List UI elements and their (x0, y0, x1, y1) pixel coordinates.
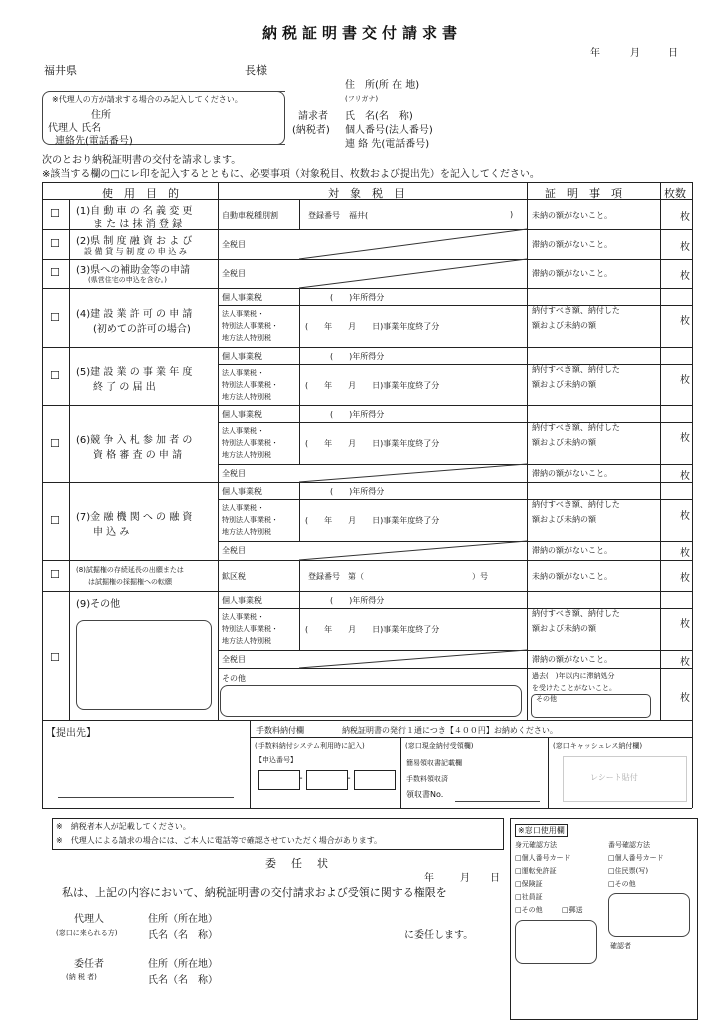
requester-furigana: (フリガナ) (345, 95, 379, 103)
cert-5a: 納付すべき額、納付した (532, 365, 620, 374)
addressee-pref: 福井県 (44, 64, 77, 77)
window-r1[interactable]: □個人番号カード (608, 854, 664, 862)
proxy-principal-name: 氏名（名 称） (148, 975, 218, 986)
count-8: 枚 (680, 573, 690, 584)
purpose-1a: (1)自 動 車 の 名 義 変 更 (76, 206, 193, 217)
count-7a: 枚 (680, 511, 690, 522)
requester-name: 氏 名(名 称) (345, 111, 413, 122)
proxy-title: 委 任 状 (265, 857, 330, 870)
checkbox-9[interactable]: ☐ (50, 651, 60, 664)
tax-fiscal-6: ( 年 月 日)事業年度終了分 (305, 439, 440, 448)
proxy-month: 月 (460, 873, 470, 884)
agent-contact-label: 連絡先(電話番号) (55, 136, 133, 147)
count-5: 枚 (680, 375, 690, 386)
header-count: 枚数 (664, 187, 686, 200)
proxy-agent-name: 氏名（名 称） (148, 930, 218, 941)
purpose-3b: (県営住宅の申込を含む。) (88, 276, 167, 284)
tax-corp1-7: 法人事業税・ (222, 504, 264, 512)
cert-9a: 納付すべき額、納付した (532, 609, 620, 618)
purpose-3a: (3)県への補助金等の申請 (76, 265, 191, 276)
tax-all-6: 全税目 (222, 469, 246, 478)
cert-1: 未納の額がないこと。 (532, 211, 612, 220)
requester-address: 住 所(所 在 地) (345, 80, 420, 91)
checkbox-8[interactable]: ☐ (50, 568, 60, 581)
tax-corp2-5: 特別法人事業税・ (222, 381, 278, 389)
fee-cash: (窓口現金納付受領欄) (405, 742, 474, 750)
checkbox-3[interactable]: ☐ (50, 266, 60, 279)
proxy-agent: 代理人 (74, 914, 104, 925)
fee-receipt-no: 領収書No. (406, 790, 444, 799)
tax-other-9: その他 (222, 674, 246, 683)
tax-fiscal-7: ( 年 月 日)事業年度終了分 (305, 516, 440, 525)
proxy-principal-sub: (納 税 者) (66, 973, 97, 981)
date-month: 月 (630, 48, 640, 59)
form-title: 納税証明書交付請求書 (261, 24, 462, 42)
proxy-day: 日 (490, 873, 500, 884)
count-6b: 枚 (680, 471, 690, 482)
submit-line[interactable] (58, 797, 234, 798)
submit-label: 【提出先】 (46, 728, 96, 739)
cert-8: 未納の額がないこと。 (532, 572, 612, 581)
fee-receipt: 手数料領収済 (406, 775, 448, 783)
purpose-5a: (5)建 設 業 の 事 業 年 度 (76, 367, 193, 378)
window-l1[interactable]: □個人番号カード (515, 854, 571, 862)
requester-label: 請求者 (298, 111, 328, 122)
tax-corp3-6: 地方法人特別税 (222, 451, 271, 459)
purpose-6b: 資 格 審 査 の 申 請 (93, 450, 183, 461)
requester-number: 個人番号(法人番号) (345, 125, 433, 136)
tax-year-4: ( )年所得分 (330, 293, 385, 302)
window-right-bracket[interactable] (608, 893, 690, 937)
tax-auto-kind: 自動車税種別割 (222, 211, 278, 220)
cert-9c: 滞納の額がないこと。 (532, 655, 612, 664)
cert-9d: 過去( )年以内に滞納処分 (532, 672, 615, 680)
checkbox-1[interactable]: ☐ (50, 207, 60, 220)
addressee-chief: 長様 (245, 64, 267, 77)
window-num-method: 番号確認方法 (608, 841, 650, 849)
tax-corp2-7: 特別法人事業税・ (222, 516, 278, 524)
tax-all-2: 全税目 (222, 240, 246, 249)
checkbox-4[interactable]: ☐ (50, 311, 60, 324)
cert-3: 滞納の額がないこと。 (532, 269, 612, 278)
window-r3[interactable]: □その他 (608, 880, 636, 888)
purpose-1b: ま た は 抹 消 登 録 (93, 219, 183, 230)
intro-line-1: 次のとおり納税証明書の交付を請求します。 (42, 155, 242, 166)
cert-7c: 滞納の額がないこと。 (532, 546, 612, 555)
agent-note: ※代理人の方が請求する場合のみ記入してください。 (52, 95, 243, 104)
cert-9e: を受けたことがないこと。 (532, 684, 616, 692)
tax-corp1-4: 法人事業税・ (222, 310, 264, 318)
tax-mining-go: ）号 (472, 572, 488, 581)
tax-corp1-6: 法人事業税・ (222, 427, 264, 435)
window-l3[interactable]: □保険証 (515, 880, 543, 888)
tax-mining: 鉱区税 (222, 572, 246, 581)
tax-individual-4: 個人事業税 (222, 293, 262, 302)
note-1: ※ 納税者本人が記載してください。 (56, 822, 191, 831)
window-title: ※窓口使用欄 (515, 824, 568, 837)
cert-7a: 納付すべき額、納付した (532, 500, 620, 509)
intro-line-2: ※該当する欄の□にレ印を記入するとともに、必要事項（対象税目、枚数および提出先）を記入してください。 (42, 169, 540, 180)
checkbox-2[interactable]: ☐ (50, 237, 60, 250)
tax-fukui-close: ) (510, 210, 514, 219)
tax-corp3-7: 地方法人特別税 (222, 528, 271, 536)
tax-corp2-6: 特別法人事業税・ (222, 439, 278, 447)
tax-year-5: ( )年所得分 (330, 352, 385, 361)
tax-all-9: 全税目 (222, 655, 246, 664)
tax-fiscal-9: ( 年 月 日)事業年度終了分 (305, 625, 440, 634)
proxy-agent-address: 住所（所在地） (148, 914, 218, 925)
count-3: 枚 (680, 271, 690, 282)
tax-year-9: ( )年所得分 (330, 596, 385, 605)
tax-corp1-5: 法人事業税・ (222, 369, 264, 377)
tax-mining-reg: 登録番号 第（ (308, 572, 364, 581)
date-year: 年 (590, 48, 600, 59)
proxy-agent-sub: (窓口に来られる方) (56, 929, 118, 937)
fee-app-no: 【申込番号】 (255, 756, 297, 764)
purpose-4a: (4)建 設 業 許 可 の 申 請 (76, 309, 193, 320)
taxpayer-label: (納税者) (292, 125, 330, 136)
proxy-delegate: に委任します。 (404, 930, 474, 941)
cert-6b: 額および未納の額 (532, 438, 596, 447)
cert-4a: 納付すべき額、納付した (532, 306, 620, 315)
header-tax: 対 象 税 目 (328, 187, 405, 200)
cert-4b: 額および未納の額 (532, 321, 596, 330)
fee-text: 納税証明書の発行１通につき【４００円】お納めください。 (342, 726, 558, 735)
tax-corp3-9: 地方法人特別税 (222, 637, 271, 645)
tax-fiscal-5: ( 年 月 日)事業年度終了分 (305, 381, 440, 390)
purpose-7b: 申 込 み (93, 527, 130, 538)
tax-fukui: 福井( (349, 211, 369, 220)
window-left-bracket[interactable] (515, 920, 597, 964)
count-1: 枚 (680, 212, 690, 223)
purpose-2b: 設 備 貸 与 制 度 の 申 込 み (84, 247, 187, 256)
cert-5b: 額および未納の額 (532, 380, 596, 389)
window-id-method: 身元確認方法 (515, 841, 557, 849)
purpose-9-bracket[interactable] (76, 620, 212, 710)
header-cert: 証 明 事 項 (545, 187, 622, 200)
tax-individual-6: 個人事業税 (222, 410, 262, 419)
tax-year-6: ( )年所得分 (330, 410, 385, 419)
count-7b: 枚 (680, 548, 690, 559)
checkbox-6[interactable]: ☐ (50, 437, 60, 450)
count-9a: 枚 (680, 619, 690, 630)
app-no-box-1[interactable] (258, 770, 300, 790)
proxy-text: 私は、上記の内容において、納税証明書の交付請求および受領に関する権限を (62, 886, 447, 899)
checkbox-5[interactable]: ☐ (50, 369, 60, 382)
tax-individual-7: 個人事業税 (222, 487, 262, 496)
count-6a: 枚 (680, 433, 690, 444)
tax-corp2-9: 特別法人事業税・ (222, 625, 278, 633)
window-l5[interactable]: □その他 (515, 906, 543, 914)
app-no-box-2[interactable] (306, 770, 348, 790)
tax-corp3-5: 地方法人特別税 (222, 393, 271, 401)
window-checker: 確認者 (610, 942, 631, 950)
window-l5b[interactable]: □郵送 (562, 906, 583, 914)
cert-6a: 納付すべき額、納付した (532, 423, 620, 432)
tax-individual-9: 個人事業税 (222, 596, 262, 605)
header-purpose: 使 用 目 的 (102, 187, 179, 200)
tax-corp1-9: 法人事業税・ (222, 613, 264, 621)
agent-name-label: 代理人 氏名 (48, 123, 102, 134)
cert-7b: 額および未納の額 (532, 515, 596, 524)
window-l2[interactable]: □運転免許証 (515, 867, 557, 875)
checkbox-7[interactable]: ☐ (50, 514, 60, 527)
tax-individual-5: 個人事業税 (222, 352, 262, 361)
tax-other-bracket[interactable] (220, 685, 522, 717)
purpose-5b: 終 了 の 届 出 (93, 382, 156, 393)
purpose-4b: (初めての許可の場合) (93, 324, 191, 335)
cert-9b: 額および未納の額 (532, 624, 596, 633)
note-2: ※ 代理人による請求の場合には、ご本人に電話等で確認させていただく場合があります。 (56, 836, 383, 845)
fee-simple: 簡易領収書記載欄 (406, 759, 462, 767)
count-4: 枚 (680, 316, 690, 327)
app-no-box-3[interactable] (354, 770, 396, 790)
cert-2: 滞納の額がないこと。 (532, 240, 612, 249)
tax-reg-no: 登録番号 (308, 211, 340, 220)
proxy-principal: 委任者 (74, 959, 104, 970)
tax-year-7: ( )年所得分 (330, 487, 385, 496)
tax-all-3: 全税目 (222, 269, 246, 278)
tax-corp3-4: 地方法人特別税 (222, 334, 271, 342)
tax-corp2-4: 特別法人事業税・ (222, 322, 278, 330)
proxy-year: 年 (424, 873, 434, 884)
fee-label: 手数料納付欄 (256, 726, 304, 735)
purpose-6a: (6)競 争 入 札 参 加 者 の (76, 435, 193, 446)
purpose-8a: (8)試掘権の存続延長の出願または (76, 566, 184, 574)
date-day: 日 (668, 48, 678, 59)
purpose-2a: (2)県 制 度 融 資 お よ び (76, 236, 193, 247)
count-9c: 枚 (680, 693, 690, 704)
window-r2[interactable]: □住民票(写) (608, 867, 649, 875)
window-l4[interactable]: □社員証 (515, 893, 543, 901)
count-2: 枚 (680, 242, 690, 253)
purpose-9: (9)その他 (76, 599, 121, 610)
proxy-principal-address: 住所（所在地） (148, 959, 218, 970)
cert-9f: その他 (536, 695, 557, 703)
purpose-8b: は試掘権の採掘権への転願 (88, 578, 172, 586)
agent-address-label: 住所 (91, 110, 111, 121)
purpose-7a: (7)金 融 機 関 へ の 融 資 (76, 512, 193, 523)
fee-cashless: (窓口キャッシュレス納付欄) (553, 742, 643, 750)
tax-all-7: 全税目 (222, 546, 246, 555)
requester-contact: 連 絡 先(電話番号) (345, 139, 430, 150)
fee-system: (手数料納付システム利用時に記入) (255, 742, 365, 750)
cert-6c: 滞納の額がないこと。 (532, 469, 612, 478)
receipt-slip-label: レシート貼付 (590, 773, 638, 782)
tax-fiscal-4: ( 年 月 日)事業年度終了分 (305, 322, 440, 331)
count-9b: 枚 (680, 657, 690, 668)
